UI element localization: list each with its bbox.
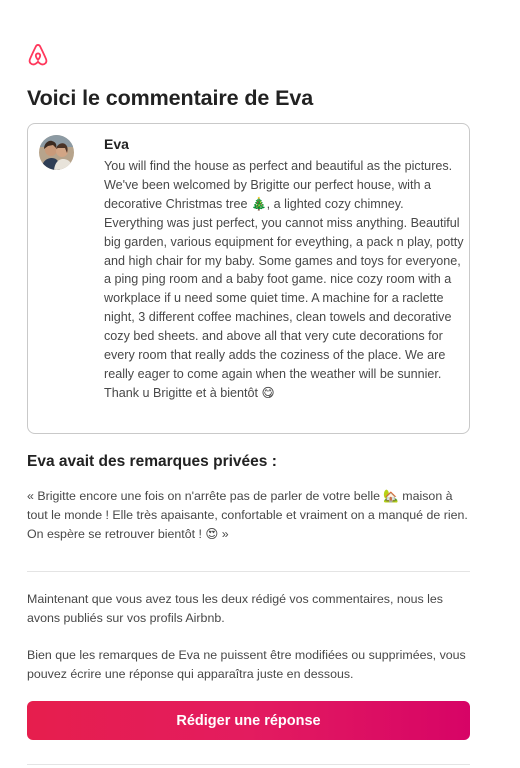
- write-response-button[interactable]: Rédiger une réponse: [27, 701, 470, 740]
- reviewer-name: Eva: [104, 136, 129, 152]
- private-remarks-text: « Brigitte encore une fois on n'arrête pas de parler de votre belle 🏡 maison à tout le monde ! Elle très apaisante, confortable et vraiment on a manqué de rien. On espère se retrouver bientôt ! 😍 »: [27, 489, 468, 541]
- published-info-text: Maintenant que vous avez tous les deux rédigé vos commentaires, nous les avons publiés sur vos profils Airbnb.: [27, 592, 444, 625]
- divider: [27, 764, 470, 765]
- private-remarks-title: Eva avait des remarques privées :: [27, 453, 277, 470]
- review-text: You will find the house as perfect and beautiful as the pictures. We've been welcomed by Brigitte our perfect house, with a decorative Christmas tree 🎄, a lighted cozy chimney. Everything was just perfect, you cannot miss anything. Beautiful big garden, various equipment for eveything, a pack n play, potty and high chair for my baby. Some games and toys for everyone, a ping ping room and a baby foot game. nice cozy room with a workplace if u need some quiet time. A machine for a raclette night, 3 different coffee machines, clean towels and decorative cozy bed sheets. and above all that very cute decorations for every room that really adds the coziness of the place. We are really eager to come again when the weather will be sunnier. Thank u Brigitte et à bientôt 😋: [104, 159, 464, 400]
- reviewer-avatar[interactable]: [39, 135, 74, 170]
- page-title: Voici le commentaire de Eva: [27, 86, 314, 110]
- divider: [27, 571, 470, 572]
- review-card: [27, 123, 470, 434]
- response-info-text: Bien que les remarques de Eva ne puissent être modifiées ou supprimées, vous pouvez écrire une réponse qui apparaîtra juste en dessous.: [27, 648, 466, 681]
- airbnb-logo-icon: [26, 42, 50, 68]
